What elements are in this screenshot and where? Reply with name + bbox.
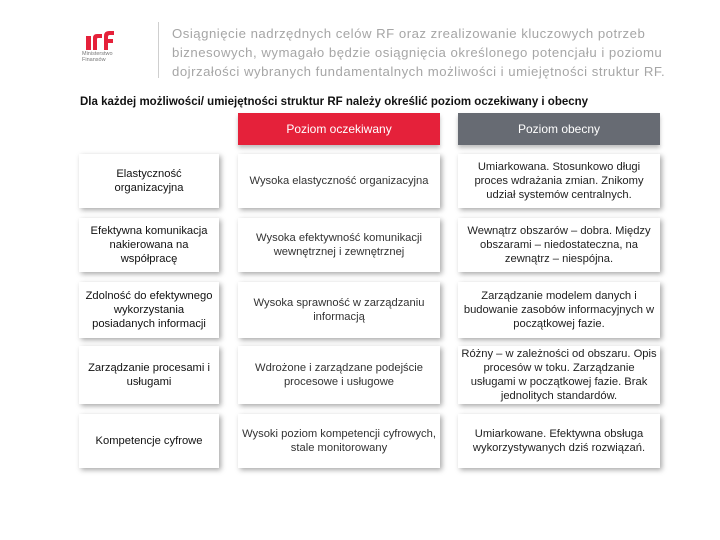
logo-text — [82, 51, 113, 63]
capability-label: Zdolność do efektywnego wykorzystania posiadanych informacji — [85, 290, 213, 330]
header-divider — [158, 22, 159, 78]
table-row-expected — [238, 414, 440, 468]
table-row-current — [458, 154, 660, 208]
current-value: Umiarkowana. Stosunkowo długi proces wdrażania zmian. Znikomy udział systemów centralnych. — [474, 161, 644, 201]
current-value: Różny – w zależności od obszaru. Opis procesów w toku. Zarządzanie usługami w początkowej fazie. Brak jednolitych standardów. — [461, 348, 657, 402]
logo-line-2: Finansów — [82, 57, 106, 63]
table-row-current — [458, 218, 660, 272]
table-row-current — [458, 282, 660, 338]
column-header-expected: Poziom oczekiwany — [238, 113, 440, 145]
expected-value: Wysoka efektywność komunikacji wewnętrznej i zewnętrznej — [256, 232, 422, 258]
table-row-current — [458, 414, 660, 468]
table-row-current — [458, 346, 660, 404]
current-value: Umiarkowane. Efektywna obsługa wykorzystywanych dziś rozwiązań. — [472, 428, 646, 454]
table-row-capability — [79, 218, 219, 272]
capability-label: Elastyczność organizacyjna — [114, 168, 184, 194]
expected-value: Wdrożone i zarządzane podejście procesowe i usługowe — [255, 362, 423, 388]
expected-value: Wysoka sprawność w zarządzaniu informacją — [253, 297, 425, 323]
table-row-expected — [238, 154, 440, 208]
table-row-expected — [238, 282, 440, 338]
table-row-capability — [79, 282, 219, 338]
table-row-capability — [79, 346, 219, 404]
current-value: Wewnątrz obszarów – dobra. Między obszarami – niedostateczna, na zewnątrz – niespójna. — [467, 225, 651, 265]
expected-value: Wysoka elastyczność organizacyjna — [249, 175, 429, 187]
logo-line-1: Ministerstwo — [82, 51, 113, 57]
current-value: Zarządzanie modelem danych i budowanie zasobów informacyjnych w początkowej fazie. — [463, 290, 655, 330]
page-title: Osiągnięcie nadrzędnych celów RF oraz zrealizowanie kluczowych potrzeb biznesowych, wymagało będzie osiągnięcia określonego potencjału i poziomu dojrzałości wybranych fundamentalnych możliwości i umiejętności struktur RF. — [172, 26, 666, 79]
capability-label: Efektywna komunikacja nakierowana na współpracę — [90, 225, 208, 265]
table-row-capability — [79, 414, 219, 468]
table-row-expected — [238, 218, 440, 272]
table-row-capability — [79, 154, 219, 208]
capability-label: Kompetencje cyfrowe — [95, 435, 203, 447]
expected-value: Wysoki poziom kompetencji cyfrowych, stale monitorowany — [242, 428, 436, 454]
table-row-expected — [238, 346, 440, 404]
column-header-current: Poziom obecny — [458, 113, 660, 145]
capability-label: Zarządzanie procesami i usługami — [88, 362, 210, 388]
table-subtitle: Dla każdej możliwości/ umiejętności struktur RF należy określić poziom oczekiwany i obecny — [80, 96, 589, 108]
